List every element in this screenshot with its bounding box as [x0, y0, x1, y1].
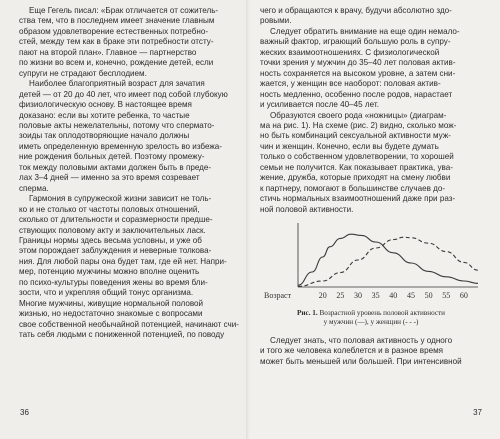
text-line: жизнью, но недостаточно знакомые с вопросами: [19, 309, 203, 319]
text-line: доказано: если вы хотите ребенка, то частые: [19, 110, 190, 120]
text-line: тать себя людьми с пониженной потенцией, по поводу: [19, 330, 225, 340]
x-tick-label: 55: [442, 291, 451, 301]
text-line: может быть меньшей или большей. При интенсивной: [260, 356, 462, 366]
text-line: ток между половыми актами должен быть в преде-: [19, 162, 212, 172]
text-line: супруги не страдают бесплодием.: [19, 68, 147, 78]
text-line: образом удовлетворение естественных потребно-: [19, 26, 209, 36]
figure-caption-line2: у мужчин (—), у женщин (- - -): [323, 318, 419, 327]
text-line: пают на второй план». Главное — партнерство: [19, 47, 197, 57]
x-axis-label: Возраст: [264, 291, 292, 301]
text-line: зоиды так оплодотворяющие начало должны: [19, 131, 190, 141]
text-line: половые акты нежелательны, потому что спермато-: [19, 120, 215, 130]
text-line: сколько от длительности и соразмерности предше-: [19, 215, 213, 225]
text-line: жение, дружба, которые приходят на смену любви: [260, 173, 451, 183]
right-page-text-bottom: [260, 336, 481, 367]
text-line: по психо-культуры поведения жены во время бли-: [19, 277, 208, 287]
x-tick-label: 35: [371, 291, 380, 301]
x-tick-label: 25: [336, 291, 345, 301]
text-line: свое собственной необычайной потенцией, начинают счи-: [19, 319, 239, 329]
text-line: ко и не столько от частоты половых отношений,: [19, 204, 200, 214]
text-line: Наиболее благоприятный возраст для зачатия: [29, 79, 205, 89]
text-line: важный фактор, играющий большую роль в супру-: [260, 37, 451, 47]
text-line: детей — от 20 до 40 лет, что имеет под собой глубокую: [19, 89, 228, 99]
text-line: жеских взаимоотношениях. С физиологической: [260, 47, 440, 57]
figure-caption-label: Рис. 1.: [296, 309, 318, 318]
right-page-number: 37: [473, 407, 482, 417]
right-page: [250, 0, 500, 439]
chart-ticks: [264, 291, 468, 300]
text-line: физиологическую основу. В настоящее время: [19, 100, 192, 110]
x-tick-label: 50: [424, 291, 433, 301]
text-line: этом порождает заблуждения и неверные толкова-: [19, 246, 212, 256]
text-line: лах 3–4 дней — именно за это время созревает: [19, 173, 200, 183]
text-line: ность медленно, особенно после родов, нарастает: [260, 89, 453, 99]
x-tick-label: 60: [459, 291, 468, 301]
text-line: только о собственном удовлетворении, то хорошей: [260, 152, 454, 162]
text-line: зости, что и укрепляя общий тонус организма.: [19, 288, 194, 298]
text-line: стей, между тем как в браке эти потребности отсту-: [19, 37, 214, 47]
text-line: сперма.: [19, 183, 49, 193]
text-line: иметь определенную временную зрелость во избежа-: [19, 141, 223, 151]
left-page-number: 36: [20, 407, 29, 417]
text-line: Еще Гегель писал: «Брак отличается от сожитель-: [29, 6, 219, 15]
text-line: стичь нормальных взаимоотношений даже при раз-: [260, 194, 456, 204]
text-line: ние рождения больных детей. Поэтому промежу-: [19, 152, 205, 162]
text-line: ствующих половому акту и заключительных ласк.: [19, 225, 206, 235]
text-line: мер, потенцию мужчины можно вполне оценить: [19, 267, 200, 277]
text-line: чин и женщин. Конечно, если вы будете думать: [260, 141, 439, 151]
text-line: и усиливается после 40–45 лет.: [260, 100, 379, 110]
text-line: ной половой активности.: [260, 204, 354, 214]
text-line: но быть комбинаций сексуальной активности муж-: [260, 131, 451, 141]
text-line: ма на рис. 1). На схеме (рис. 2) видно, сколько мож-: [260, 120, 457, 130]
text-line: ровыми.: [260, 16, 292, 26]
text-line: Гармония в супружеской жизни зависит не толь-: [29, 194, 212, 204]
text-line: ния. Для любой пары она будет там, где ей нет. Напри-: [19, 256, 227, 266]
text-line: ства тем, что в последнем имеет значение главным: [19, 16, 215, 26]
figure-caption: [260, 309, 482, 328]
text-line: чего и обращаются к врачу, будучи абсолютно здо-: [260, 6, 452, 15]
right-page-text-top: [260, 0, 481, 215]
text-line: жается, у женщин все наоборот: половая актив-: [260, 79, 441, 89]
text-line: ность сохраняется на высоком уровне, а затем сни-: [260, 68, 456, 78]
left-page-text: [19, 0, 245, 341]
text-line: Образуются своего рода «ножницы» (диаграм-: [270, 110, 447, 120]
x-tick-label: 40: [389, 291, 398, 301]
activity-chart: [260, 217, 482, 307]
series-line-men: [298, 234, 478, 285]
series-line-women: [298, 237, 478, 286]
text-line: Следует знать, что половая активность у одного: [270, 335, 453, 345]
text-line: по жизни во всем и, конечно, рождение детей, если: [19, 58, 214, 68]
figure-caption-text: Возрастной уровень половой активности: [319, 309, 446, 318]
x-tick-label: 30: [354, 291, 362, 301]
text-line: к партнеру, помогают в большинстве случаев до-: [260, 183, 446, 193]
text-line: Следует обратить внимание на еще один немало-: [270, 26, 460, 36]
chart-series: [298, 234, 478, 286]
text-line: семьи не получится. Как показывает практика, ува-: [260, 162, 453, 172]
text-line: Границы нормы здесь весьма условны, и уже об: [19, 235, 202, 245]
x-tick-label: 45: [406, 291, 415, 301]
text-line: точки зрения у мужчин до 35–40 лет половая актив-: [260, 58, 456, 68]
text-line: и того же человека колеблется и в разное время: [260, 346, 444, 356]
x-tick-label: 20: [318, 291, 327, 301]
text-line: Многие мужчины, живущие нормальной половой: [19, 298, 204, 308]
